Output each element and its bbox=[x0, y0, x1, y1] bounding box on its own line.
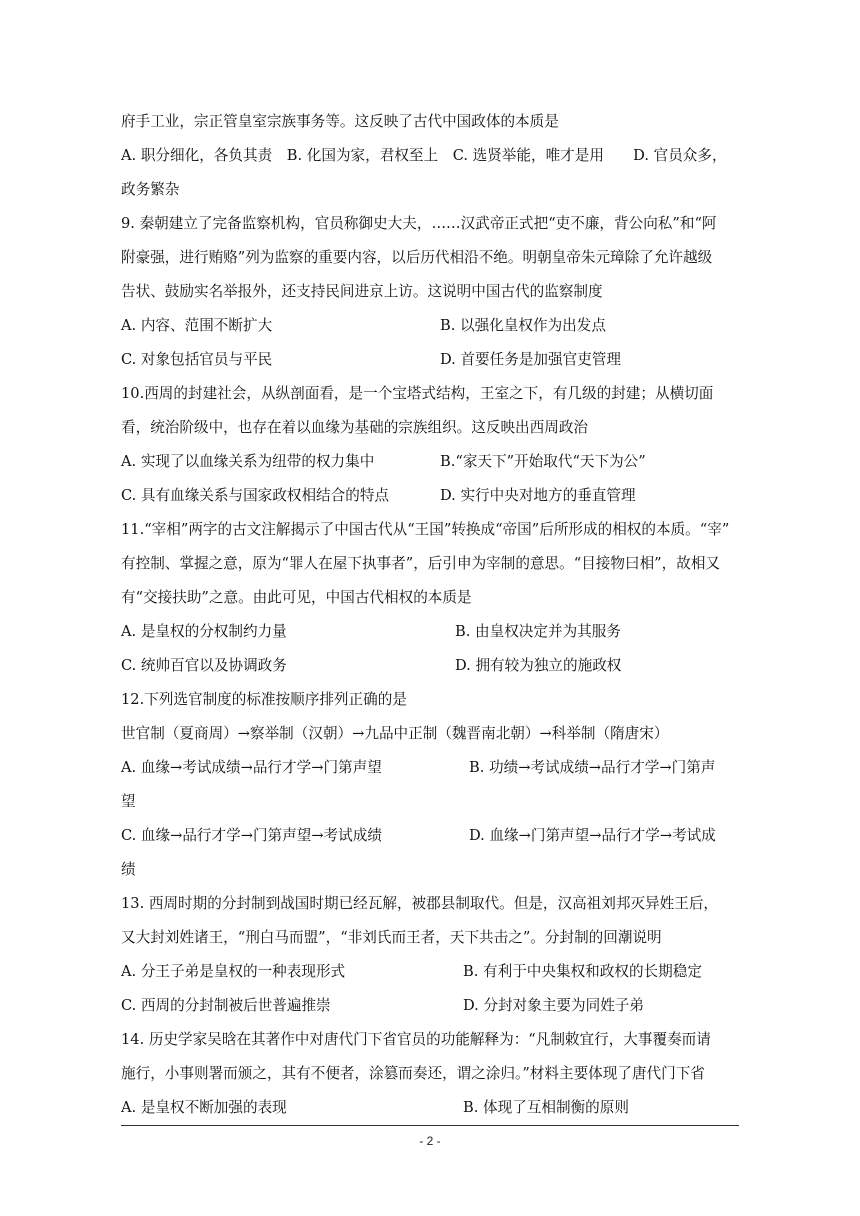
q9-option-b: B. 以强化皇权作为出发点 bbox=[440, 317, 606, 334]
q9-stem-line-3: 告状、鼓励实名举报外，还支持民间进京上访。这说明中国古代的监察制度 bbox=[121, 283, 603, 300]
q13-option-c: C. 西周的分封制被后世普遍推崇 bbox=[121, 997, 331, 1014]
q11-option-c: C. 统帅百官以及协调政务 bbox=[121, 657, 287, 674]
q11-option-b: B. 由皇权决定并为其服务 bbox=[455, 623, 621, 640]
q12-option-d: D. 血缘→门第声望→品行才学→考试成 bbox=[469, 827, 716, 844]
q10-option-b: B.“家天下”开始取代“天下为公” bbox=[440, 453, 646, 470]
q12-option-b: B. 功绩→考试成绩→品行才学→门第声 bbox=[469, 759, 716, 776]
q11-stem-line-3: 有“交接扶助”之意。由此可见，中国古代相权的本质是 bbox=[121, 589, 472, 606]
q8-options-line: A. 职分细化，各负其责 B. 化国为家，君权至上 C. 选贤举能，唯才是用 D. 官员众多， bbox=[121, 147, 727, 164]
q9-option-c: C. 对象包括官员与平民 bbox=[121, 351, 273, 368]
q13-option-d: D. 分封对象主要为同姓子弟 bbox=[463, 997, 644, 1014]
q9-stem-line-1: 9. 秦朝建立了完备监察机构，官员称御史大夫，……汉武帝正式把“吏不廉，背公向私”和“阿 bbox=[121, 215, 717, 232]
q13-option-b: B. 有利于中央集权和政权的长期稳定 bbox=[463, 963, 702, 980]
q14-option-a: A. 是皇权不断加强的表现 bbox=[121, 1099, 287, 1116]
q11-stem-line-2: 有控制、掌握之意，原为“罪人在屋下执事者”，后引申为宰制的意思。“目接物曰相”，故相又 bbox=[121, 555, 721, 572]
q12-option-c: C. 血缘→品行才学→门第声望→考试成绩 bbox=[121, 827, 382, 844]
q13-option-a: A. 分王子弟是皇权的一种表现形式 bbox=[121, 963, 346, 980]
q14-option-b: B. 体现了互相制衡的原则 bbox=[463, 1099, 629, 1116]
q12-option-wrap: 绩 bbox=[121, 861, 136, 878]
q10-option-a: A. 实现了以血缘关系为纽带的权力集中 bbox=[121, 453, 375, 470]
q10-option-c: C. 具有血缘关系与国家政权相结合的特点 bbox=[121, 487, 390, 504]
q12-option-wrap: 望 bbox=[121, 793, 136, 810]
q14-stem-line-1: 14. 历史学家吴晗在其著作中对唐代门下省官员的功能解释为：“凡制敕宜行，大事覆奏而请 bbox=[121, 1031, 711, 1048]
q11-option-a: A. 是皇权的分权制约力量 bbox=[121, 623, 287, 640]
page-number: - 2 - bbox=[419, 1134, 441, 1148]
q13-stem-line-1: 13. 西周时期的分封制到战国时期已经瓦解，被郡县制取代。但是，汉高祖刘邦灭异姓王后， bbox=[121, 895, 719, 912]
footer-divider bbox=[121, 1125, 739, 1126]
q14-stem-line-2: 施行，小事则署而颁之，其有不便者，涂篡而奏还，谓之涂归。”材料主要体现了唐代门下省 bbox=[121, 1065, 705, 1082]
q8-options-wrap: 政务繁杂 bbox=[121, 181, 180, 198]
q11-option-d: D. 拥有较为独立的施政权 bbox=[455, 657, 622, 674]
q9-option-d: D. 首要任务是加强官吏管理 bbox=[440, 351, 621, 368]
q13-stem-line-2: 又大封刘姓诸王，“刑白马而盟”，“非刘氏而王者，天下共击之”。分封制的回潮说明 bbox=[121, 929, 662, 946]
q12-material: 世官制（夏商周）→察举制（汉朝）→九品中正制（魏晋南北朝）→科举制（隋唐宋） bbox=[121, 725, 669, 742]
q8-stem-tail: 府手工业，宗正管皇室宗族事务等。这反映了古代中国政体的本质是 bbox=[121, 113, 559, 130]
q12-option-a: A. 血缘→考试成绩→品行才学→门第声望 bbox=[121, 759, 382, 776]
q12-stem: 12.下列选官制度的标准按顺序排列正确的是 bbox=[121, 691, 407, 708]
q11-stem-line-1: 11.“宰相”两字的古文注解揭示了中国古代从“王国”转换成“帝国”后所形成的相权的本质。“宰” bbox=[121, 521, 730, 538]
q10-stem-line-1: 10.西周的封建社会，从纵剖面看，是一个宝塔式结构，王室之下，有几级的封建；从横切面 bbox=[121, 385, 714, 402]
q9-option-a: A. 内容、范围不断扩大 bbox=[121, 317, 273, 334]
q9-stem-line-2: 附豪强，进行贿赂”列为监察的重要内容，以后历代相沿不绝。明朝皇帝朱元璋除了允许越级 bbox=[121, 249, 713, 266]
q10-stem-line-2: 看，统治阶级中，也存在着以血缘为基础的宗族组织。这反映出西周政治 bbox=[121, 419, 589, 436]
q10-option-d: D. 实行中央对地方的垂直管理 bbox=[440, 487, 636, 504]
